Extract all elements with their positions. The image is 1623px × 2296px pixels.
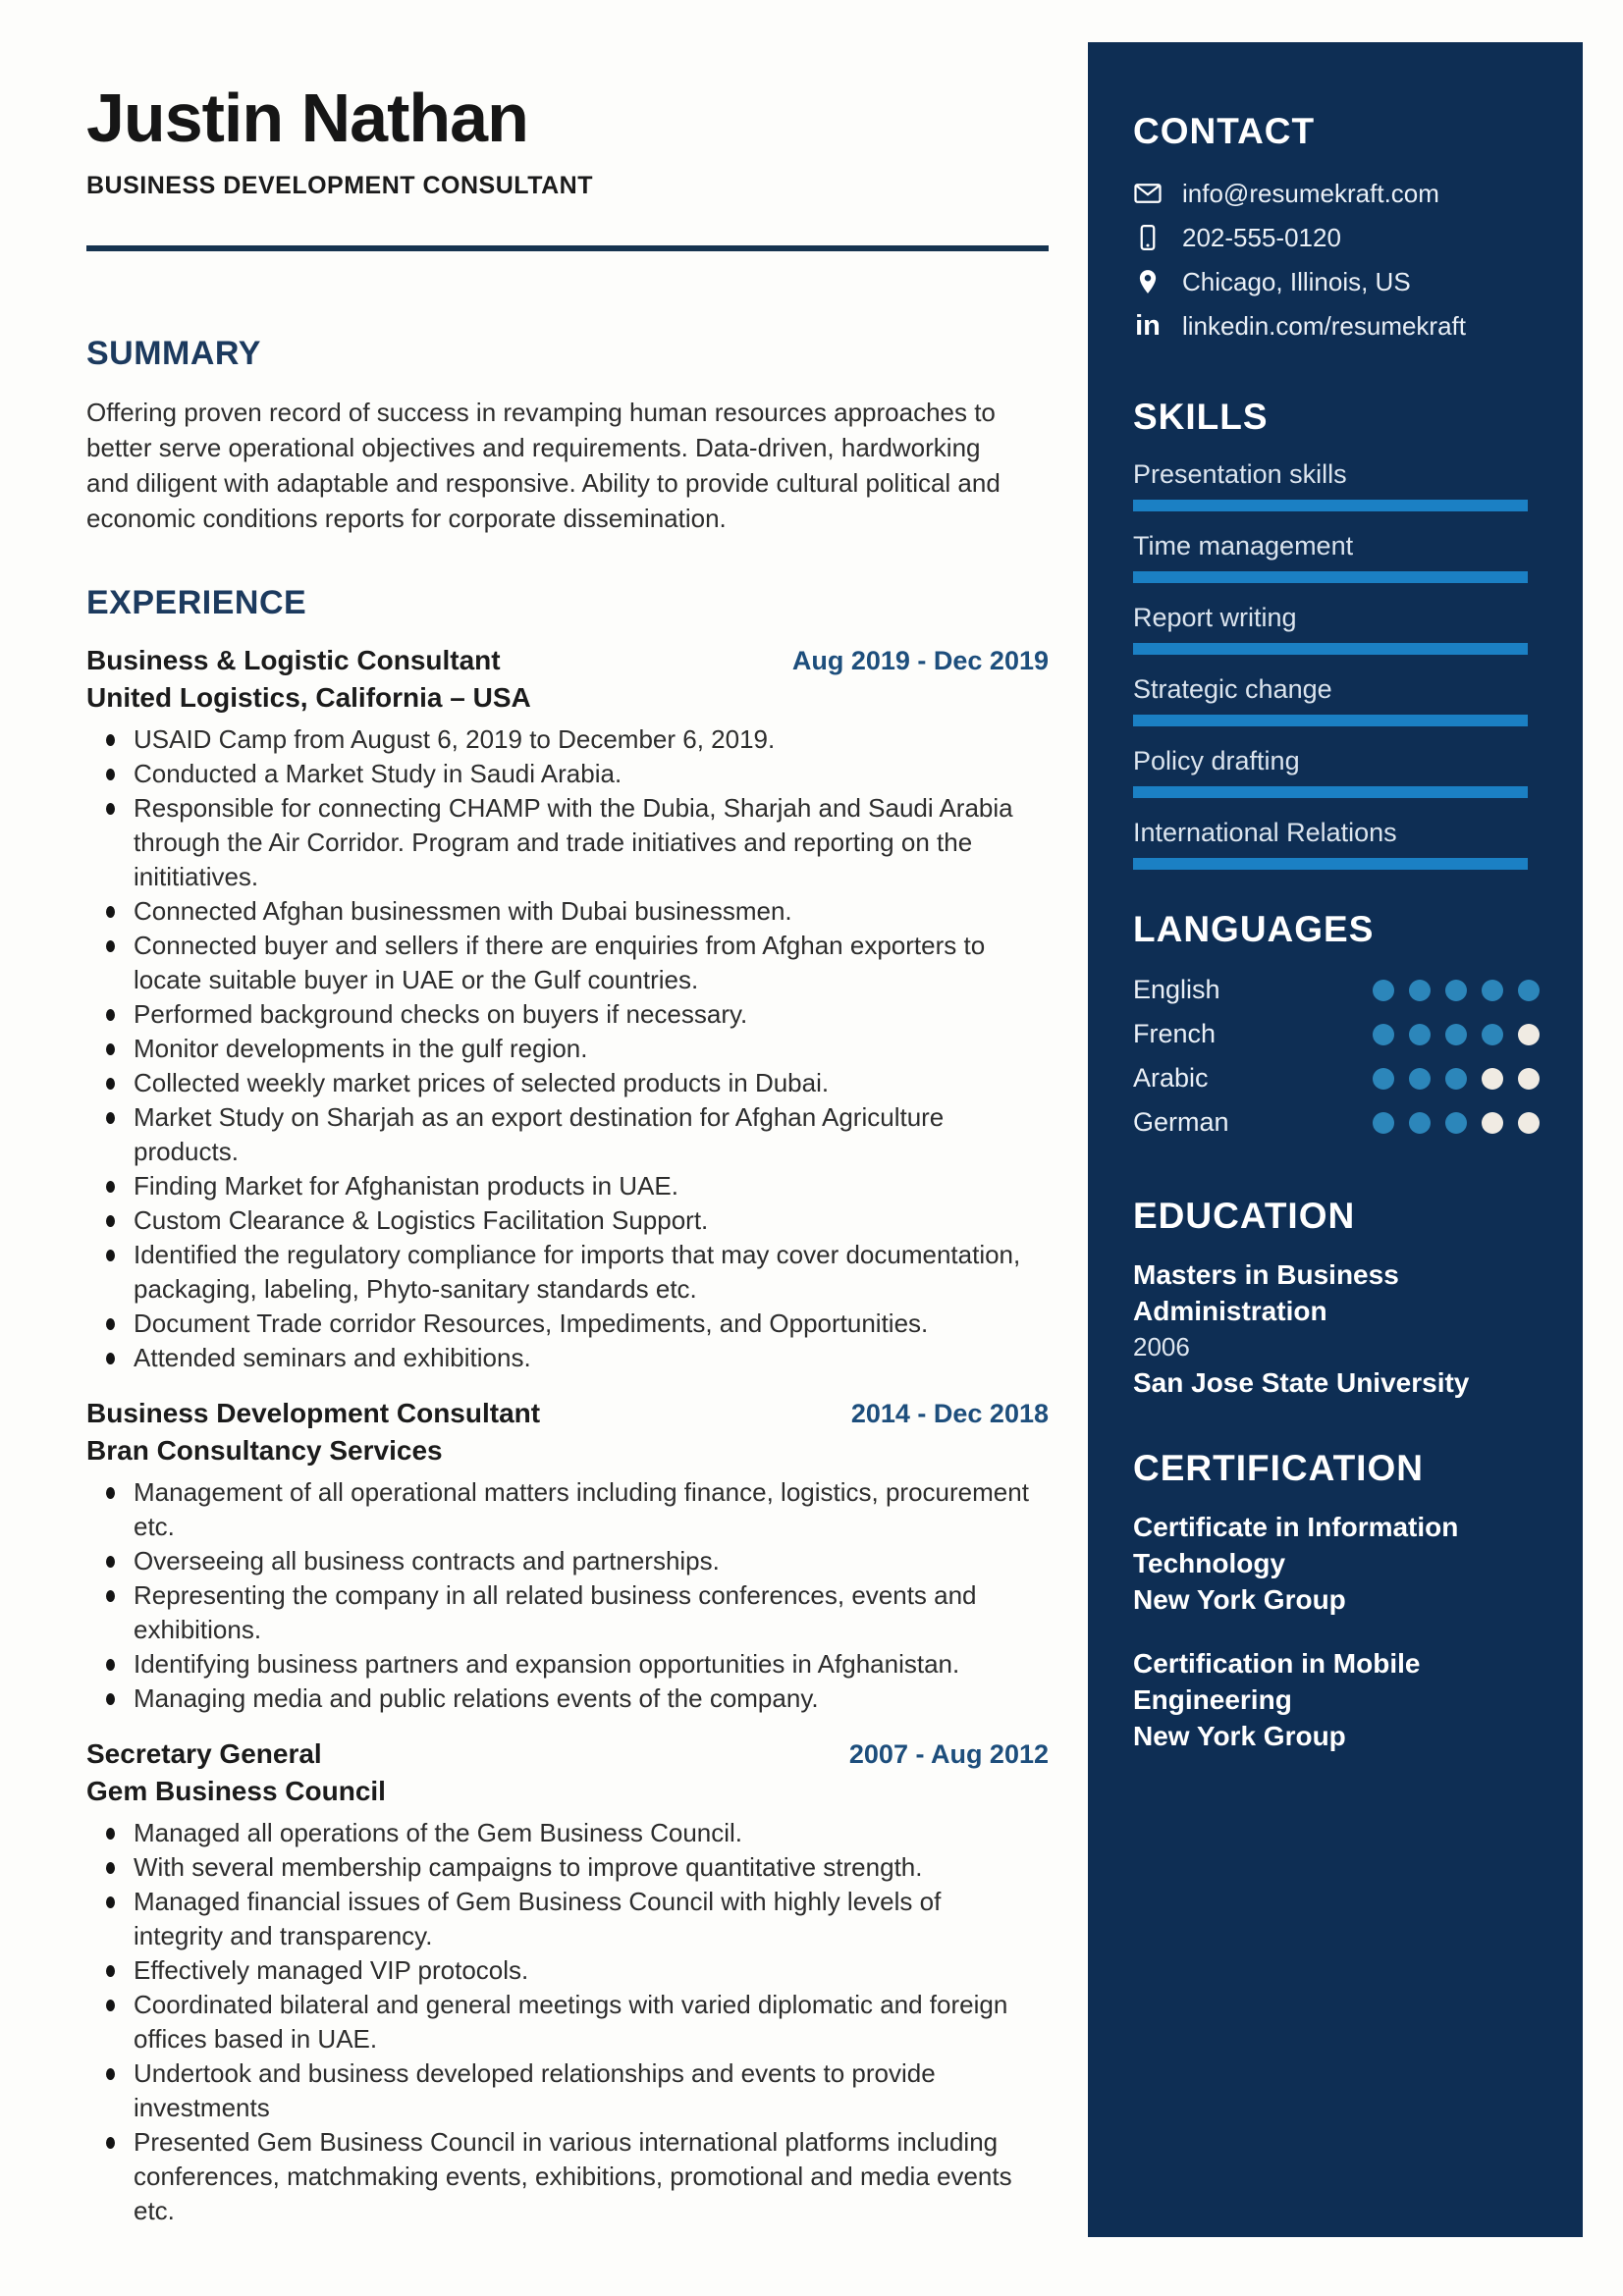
summary-text: Offering proven record of success in revamping human resources approaches to better serve operational objectives and requirements. Data-driven, hardworking and diligent with adaptable and responsive. Ability to provide cultural political and economic conditions reports for corporate dissemination. — [86, 398, 1001, 533]
skill-name: Policy drafting — [1133, 746, 1300, 775]
job-entry — [86, 642, 1049, 1375]
skill-item — [1133, 674, 1540, 726]
job-bullet: Management of all operational matters including finance, logistics, procurement etc. — [134, 1475, 1029, 1544]
contact-linkedin[interactable] — [1133, 310, 1540, 342]
person-name: Justin Nathan — [86, 80, 528, 156]
contact-email-text: info@resumekraft.com — [1182, 178, 1439, 208]
contact-list — [1133, 178, 1540, 342]
job-bullet-list — [86, 1475, 1049, 1716]
education-year: 2006 — [1133, 1332, 1190, 1362]
certification-name: Certification in Mobile Engineering — [1133, 1648, 1421, 1715]
job-bullet: Undertook and business developed relationships and events to provide investments — [134, 2056, 1029, 2125]
job-bullet: Market Study on Sharjah as an export destination for Afghan Agriculture products. — [134, 1100, 1029, 1169]
language-dot-filled — [1445, 1024, 1467, 1045]
skill-level-bar — [1133, 786, 1528, 798]
job-title-block — [86, 1735, 386, 1810]
skill-item — [1133, 603, 1540, 655]
job-bullet: Coordinated bilateral and general meetings with varied diplomatic and foreign offices based in UAE. — [134, 1988, 1029, 2056]
skills-heading: SKILLS — [1133, 397, 1269, 437]
job-bullet: Performed background checks on buyers if necessary. — [134, 997, 1029, 1032]
language-dot-filled — [1482, 980, 1503, 1001]
contact-linkedin-text: linkedin.com/resumekraft — [1182, 310, 1466, 341]
main-column — [86, 0, 1049, 2228]
job-company: Bran Consultancy Services — [86, 1435, 443, 1466]
job-dates: 2014 - Dec 2018 — [850, 1399, 1049, 1428]
job-bullet: Presented Gem Business Council in various international platforms including conferences, matchmaking events, exhibitions, promotional and media events etc. — [134, 2125, 1029, 2228]
language-dot-filled — [1373, 1068, 1394, 1090]
job-dates: Aug 2019 - Dec 2019 — [791, 646, 1049, 675]
language-dot-empty — [1518, 1112, 1540, 1134]
job-company: Gem Business Council — [86, 1776, 386, 1806]
phone-icon — [1133, 223, 1163, 252]
job-bullet: Custom Clearance & Logistics Facilitation Support. — [134, 1203, 1029, 1238]
education-degree: Masters in Business Administration — [1133, 1259, 1399, 1326]
language-name: Arabic — [1133, 1063, 1209, 1093]
skill-name: Presentation skills — [1133, 459, 1347, 489]
language-row — [1133, 1012, 1540, 1056]
job-bullet: Conducted a Market Study in Saudi Arabia. — [134, 757, 1029, 791]
header-divider — [86, 245, 1049, 251]
skill-level-bar — [1133, 858, 1528, 870]
contact-phone-text: 202-555-0120 — [1182, 222, 1341, 252]
job-bullet: USAID Camp from August 6, 2019 to December 6, 2019. — [134, 722, 1029, 757]
job-bullet: Document Trade corridor Resources, Impediments, and Opportunities. — [134, 1307, 1029, 1341]
job-title-block — [86, 642, 531, 717]
language-dot-empty — [1482, 1112, 1503, 1134]
job-bullet: Managed financial issues of Gem Business Council with highly levels of integrity and transparency. — [134, 1885, 1029, 1953]
language-row — [1133, 1100, 1540, 1145]
contact-location-text: Chicago, Illinois, US — [1182, 266, 1411, 296]
certification-item — [1133, 1645, 1540, 1754]
job-company: United Logistics, California – USA — [86, 682, 531, 713]
job-bullet: Monitor developments in the gulf region. — [134, 1032, 1029, 1066]
job-bullet: Managing media and public relations events of the company. — [134, 1682, 1029, 1716]
experience-heading: EXPERIENCE — [86, 584, 307, 621]
contact-email[interactable] — [1133, 178, 1540, 209]
job-bullet: Identified the regulatory compliance for imports that may cover documentation, packaging, labeling, Phyto-sanitary standards etc. — [134, 1238, 1029, 1307]
certification-org: New York Group — [1133, 1721, 1346, 1751]
skill-level-bar — [1133, 571, 1528, 583]
job-bullet: Effectively managed VIP protocols. — [134, 1953, 1029, 1988]
sidebar-panel — [1088, 42, 1583, 2237]
job-bullet: Collected weekly market prices of selected products in Dubai. — [134, 1066, 1029, 1100]
job-dates: 2007 - Aug 2012 — [848, 1739, 1049, 1769]
skills-list — [1133, 459, 1540, 870]
language-dot-empty — [1482, 1068, 1503, 1090]
job-bullet: Managed all operations of the Gem Business Council. — [134, 1816, 1029, 1850]
job-header — [86, 1735, 1049, 1810]
job-title: Business & Logistic Consultant — [86, 645, 501, 675]
job-entry — [86, 1735, 1049, 2228]
job-bullet: Connected Afghan businessmen with Dubai businessmen. — [134, 894, 1029, 929]
language-row — [1133, 1056, 1540, 1100]
job-entry — [86, 1395, 1049, 1716]
language-row — [1133, 968, 1540, 1012]
languages-list — [1133, 968, 1540, 1145]
linkedin-icon — [1133, 311, 1163, 341]
location-icon — [1133, 267, 1163, 296]
language-dot-filled — [1445, 980, 1467, 1001]
skill-name: Strategic change — [1133, 674, 1332, 704]
language-dot-empty — [1518, 1024, 1540, 1045]
job-bullet-list — [86, 722, 1049, 1375]
certification-name: Certificate in Information Technology — [1133, 1512, 1459, 1578]
language-dot-empty — [1518, 1068, 1540, 1090]
skill-name: International Relations — [1133, 818, 1397, 847]
job-bullet: Connected buyer and sellers if there are enquiries from Afghan exporters to locate suitable buyer in UAE or the Gulf countries. — [134, 929, 1029, 997]
skill-item — [1133, 746, 1540, 798]
language-level-dots — [1373, 1112, 1540, 1134]
job-bullet: Responsible for connecting CHAMP with the Dubia, Sharjah and Saudi Arabia through the Air Corridor. Program and trade initiatives and reporting on the inititiatives. — [134, 791, 1029, 894]
education-item — [1133, 1256, 1540, 1401]
job-title: Business Development Consultant — [86, 1398, 541, 1428]
job-header — [86, 642, 1049, 717]
certification-item — [1133, 1509, 1540, 1618]
skill-item — [1133, 459, 1540, 511]
skill-item — [1133, 818, 1540, 870]
language-level-dots — [1373, 980, 1540, 1001]
job-bullet: Identifying business partners and expansion opportunities in Afghanistan. — [134, 1647, 1029, 1682]
email-icon — [1133, 179, 1163, 208]
language-dot-filled — [1373, 1112, 1394, 1134]
contact-heading: CONTACT — [1133, 111, 1316, 151]
job-bullet-list — [86, 1816, 1049, 2228]
skill-level-bar — [1133, 643, 1528, 655]
job-title: Secretary General — [86, 1738, 322, 1769]
skill-name: Report writing — [1133, 603, 1297, 632]
language-name: German — [1133, 1107, 1229, 1137]
education-heading: EDUCATION — [1133, 1196, 1356, 1236]
language-dot-filled — [1518, 980, 1540, 1001]
languages-heading: LANGUAGES — [1133, 909, 1375, 949]
skill-level-bar — [1133, 715, 1528, 726]
language-dot-filled — [1409, 980, 1431, 1001]
job-bullet: Attended seminars and exhibitions. — [134, 1341, 1029, 1375]
job-bullet: Representing the company in all related business conferences, events and exhibitions. — [134, 1578, 1029, 1647]
contact-phone — [1133, 222, 1540, 253]
certification-heading: CERTIFICATION — [1133, 1448, 1424, 1488]
skill-level-bar — [1133, 500, 1528, 511]
language-dot-filled — [1373, 980, 1394, 1001]
certification-org: New York Group — [1133, 1584, 1346, 1615]
language-name: English — [1133, 975, 1220, 1004]
language-dot-filled — [1409, 1024, 1431, 1045]
job-header — [86, 1395, 1049, 1469]
summary-heading: SUMMARY — [86, 335, 261, 372]
education-school: San Jose State University — [1133, 1367, 1470, 1398]
skill-name: Time management — [1133, 531, 1354, 561]
language-name: French — [1133, 1019, 1217, 1048]
person-job-title: BUSINESS DEVELOPMENT CONSULTANT — [86, 172, 593, 199]
contact-location — [1133, 266, 1540, 297]
language-dot-filled — [1445, 1068, 1467, 1090]
skill-item — [1133, 531, 1540, 583]
language-level-dots — [1373, 1024, 1540, 1045]
job-bullet: Overseeing all business contracts and partnerships. — [134, 1544, 1029, 1578]
job-title-block — [86, 1395, 540, 1469]
job-bullet: With several membership campaigns to improve quantitative strength. — [134, 1850, 1029, 1885]
language-dot-filled — [1482, 1024, 1503, 1045]
language-dot-filled — [1409, 1112, 1431, 1134]
language-dot-filled — [1373, 1024, 1394, 1045]
language-dot-filled — [1409, 1068, 1431, 1090]
language-dot-filled — [1445, 1112, 1467, 1134]
job-bullet: Finding Market for Afghanistan products in UAE. — [134, 1169, 1029, 1203]
language-level-dots — [1373, 1068, 1540, 1090]
